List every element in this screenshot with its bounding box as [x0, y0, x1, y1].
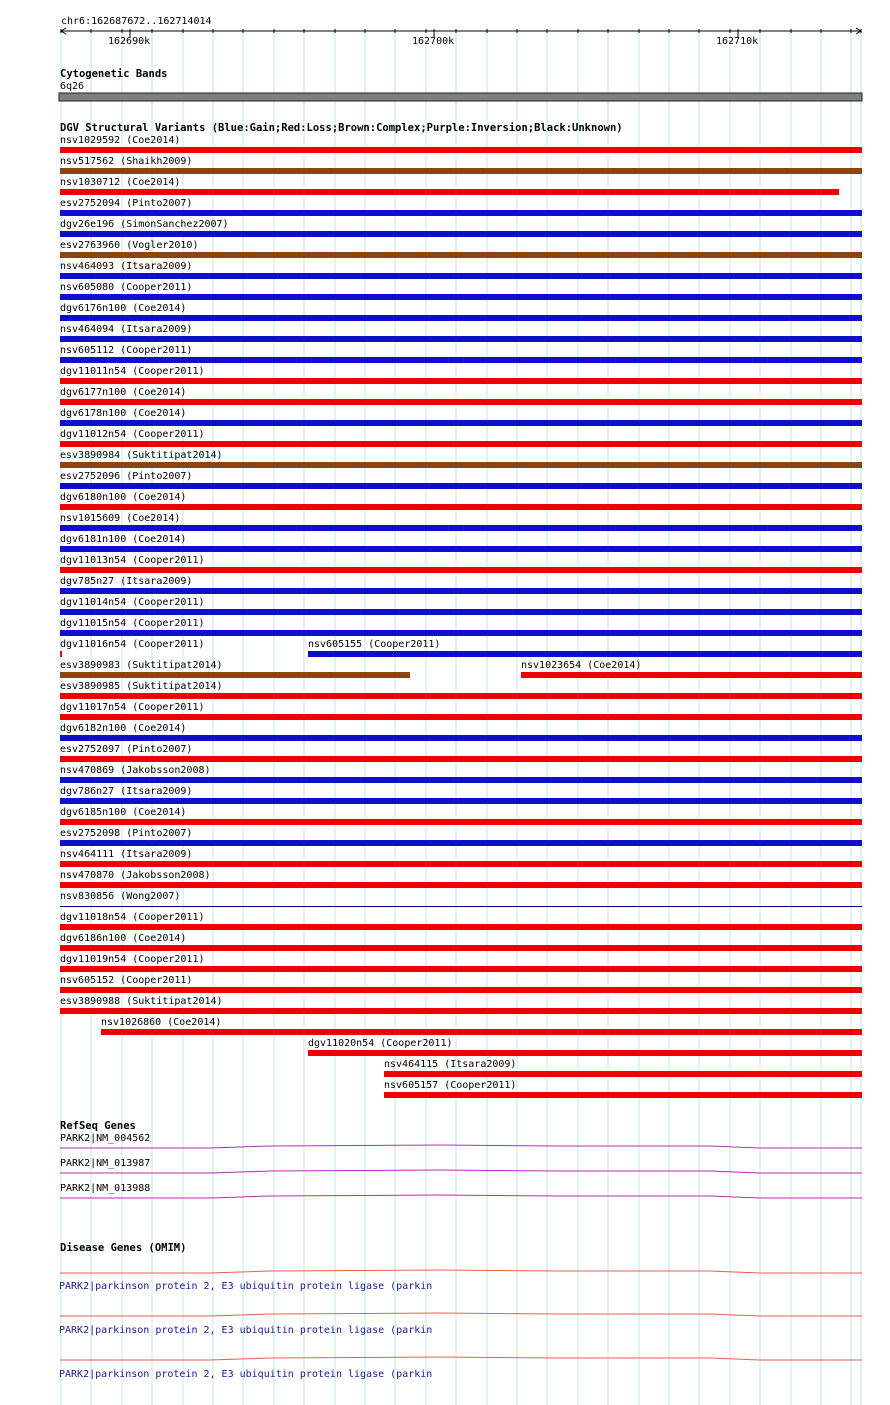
- omim-gene[interactable]: [59, 1313, 862, 1336]
- dgv-variant[interactable]: [60, 492, 862, 510]
- dgv-variant-label: dgv11013n54 (Cooper2011): [60, 555, 205, 566]
- dgv-variant-label: nsv470869 (Jakobsson2008): [60, 765, 211, 776]
- dgv-variant-label: esv3890985 (Suktitipat2014): [60, 681, 223, 692]
- dgv-variant[interactable]: [60, 891, 862, 907]
- dgv-variant[interactable]: [60, 156, 862, 174]
- dgv-variant[interactable]: [60, 555, 862, 573]
- dgv-variant-bar[interactable]: [60, 567, 862, 573]
- dgv-variant[interactable]: [60, 996, 862, 1014]
- dgv-variant-label: nsv605152 (Cooper2011): [60, 975, 193, 986]
- dgv-variant-label: dgv6177n100 (Coe2014): [60, 387, 187, 398]
- dgv-variant[interactable]: [384, 1059, 862, 1077]
- omim-track: [59, 1242, 862, 1380]
- dgv-variant-label: nsv1030712 (Coe2014): [60, 177, 181, 188]
- dgv-variant-label: dgv6176n100 (Coe2014): [60, 303, 187, 314]
- dgv-variant-label: dgv11020n54 (Cooper2011): [308, 1038, 453, 1049]
- dgv-variant-bar[interactable]: [60, 777, 862, 783]
- dgv-variant-label: nsv1029592 (Coe2014): [60, 135, 181, 146]
- dgv-variant[interactable]: [60, 807, 862, 825]
- refseq-gene-model[interactable]: [60, 1195, 862, 1198]
- dgv-variant-bar[interactable]: [60, 399, 862, 405]
- dgv-variant[interactable]: [60, 933, 862, 951]
- dgv-variant-label: dgv6182n100 (Coe2014): [60, 723, 187, 734]
- dgv-variant-label: esv2752097 (Pinto2007): [60, 744, 193, 755]
- dgv-variant[interactable]: [60, 912, 862, 930]
- dgv-variant-bar[interactable]: [60, 945, 862, 951]
- dgv-variant-label: dgv6181n100 (Coe2014): [60, 534, 187, 545]
- dgv-variant-bar[interactable]: [60, 483, 862, 489]
- dgv-variant-label: nsv464111 (Itsara2009): [60, 849, 193, 860]
- dgv-variant-bar[interactable]: [60, 651, 62, 657]
- omim-gene-label[interactable]: PARK2|parkinson protein 2, E3 ubiquitin protein ligase (parkin: [59, 1281, 433, 1292]
- dgv-variant-bar[interactable]: [60, 693, 862, 699]
- dgv-variant[interactable]: [60, 849, 862, 867]
- dgv-variant-bar[interactable]: [60, 315, 862, 321]
- dgv-variant-label: esv2752094 (Pinto2007): [60, 198, 193, 209]
- dgv-variant[interactable]: [60, 534, 862, 552]
- dgv-variant[interactable]: [60, 282, 862, 300]
- dgv-variant[interactable]: [60, 954, 862, 972]
- dgv-variant-label: dgv11017n54 (Cooper2011): [60, 702, 205, 713]
- refseq-track-title: RefSeq Genes: [60, 1120, 136, 1132]
- omim-gene[interactable]: [59, 1357, 862, 1380]
- dgv-variant-label: esv2752096 (Pinto2007): [60, 471, 193, 482]
- dgv-variant-label: nsv464094 (Itsara2009): [60, 324, 193, 335]
- dgv-variant-label: dgv6178n100 (Coe2014): [60, 408, 187, 419]
- dgv-variant[interactable]: [60, 681, 862, 699]
- dgv-variant-label: nsv830856 (Wong2007): [60, 891, 181, 902]
- dgv-variant-bar[interactable]: [60, 882, 862, 888]
- dgv-variant-bar[interactable]: [60, 378, 862, 384]
- omim-gene-model[interactable]: [60, 1357, 862, 1360]
- dgv-variant-bar[interactable]: [60, 588, 862, 594]
- dgv-variant[interactable]: [60, 135, 862, 153]
- dgv-variant-label: dgv11016n54 (Cooper2011): [60, 639, 205, 650]
- ruler: [61, 16, 861, 47]
- dgv-variant-label: esv3890988 (Suktitipat2014): [60, 996, 223, 1007]
- dgv-variant[interactable]: [60, 702, 862, 720]
- dgv-variant-label: dgv11015n54 (Cooper2011): [60, 618, 205, 629]
- dgv-variant-bar[interactable]: [60, 273, 862, 279]
- dgv-variant-bar[interactable]: [60, 210, 862, 216]
- dgv-variant[interactable]: [60, 765, 862, 783]
- dgv-variant-bar[interactable]: [60, 672, 410, 678]
- dgv-variant[interactable]: [60, 177, 839, 195]
- omim-track-title: Disease Genes (OMIM): [60, 1242, 187, 1254]
- dgv-variant-bar[interactable]: [60, 147, 862, 153]
- dgv-variant[interactable]: [60, 303, 862, 321]
- dgv-variant[interactable]: [60, 366, 862, 384]
- cytoband-bar[interactable]: [59, 93, 862, 101]
- dgv-variant-label: dgv11019n54 (Cooper2011): [60, 954, 205, 965]
- dgv-variant-bar[interactable]: [60, 861, 862, 867]
- dgv-variant[interactable]: [60, 450, 862, 468]
- dgv-track: [60, 122, 862, 1098]
- dgv-variant-label: dgv6186n100 (Coe2014): [60, 933, 187, 944]
- dgv-variant-bar[interactable]: [60, 546, 862, 552]
- dgv-variant[interactable]: [60, 198, 862, 216]
- dgv-variant-label: nsv1015609 (Coe2014): [60, 513, 181, 524]
- refseq-gene-model[interactable]: [60, 1170, 862, 1173]
- refseq-gene-label: PARK2|NM_004562: [60, 1133, 151, 1144]
- dgv-features: [60, 135, 862, 1098]
- dgv-variant-bar[interactable]: [60, 441, 862, 447]
- dgv-variant[interactable]: [60, 261, 862, 279]
- dgv-variant[interactable]: [60, 324, 862, 342]
- dgv-variant-bar[interactable]: [60, 189, 839, 195]
- tick-label-162690k: 162690k: [108, 36, 151, 47]
- omim-gene-label[interactable]: PARK2|parkinson protein 2, E3 ubiquitin protein ligase (parkin: [59, 1369, 433, 1380]
- dgv-variant-bar[interactable]: [60, 756, 862, 762]
- dgv-variant-label: nsv605112 (Cooper2011): [60, 345, 193, 356]
- dgv-variant-bar[interactable]: [60, 735, 862, 741]
- dgv-variant-label: dgv11018n54 (Cooper2011): [60, 912, 205, 923]
- dgv-variant[interactable]: [60, 429, 862, 447]
- region-label: chr6:162687672..162714014: [61, 16, 212, 27]
- dgv-variant-label: esv2763960 (Vogler2010): [60, 240, 199, 251]
- dgv-variant[interactable]: [60, 387, 862, 405]
- dgv-variant[interactable]: [384, 1080, 862, 1098]
- dgv-variant[interactable]: [60, 471, 862, 489]
- dgv-variant-bar[interactable]: [384, 1092, 862, 1098]
- omim-gene-model[interactable]: [60, 1270, 862, 1273]
- dgv-variant-bar[interactable]: [521, 672, 862, 678]
- dgv-variant-bar[interactable]: [60, 462, 862, 468]
- dgv-variant[interactable]: [101, 1017, 862, 1035]
- dgv-variant[interactable]: [60, 576, 862, 594]
- dgv-variant-bar[interactable]: [60, 924, 862, 930]
- dgv-variant-bar[interactable]: [60, 252, 862, 258]
- dgv-variant[interactable]: [60, 828, 862, 846]
- dgv-variant-bar[interactable]: [60, 966, 862, 972]
- dgv-variant-bar[interactable]: [60, 714, 862, 720]
- dgv-variant[interactable]: [60, 975, 862, 993]
- dgv-variant-bar[interactable]: [384, 1071, 862, 1077]
- dgv-variant[interactable]: [60, 345, 862, 363]
- dgv-variant-label: dgv11014n54 (Cooper2011): [60, 597, 205, 608]
- dgv-variant-label: dgv6185n100 (Coe2014): [60, 807, 187, 818]
- dgv-variant-label: dgv26e196 (SimonSanchez2007): [60, 219, 229, 230]
- dgv-variant[interactable]: [60, 408, 862, 426]
- dgv-variant[interactable]: [60, 219, 862, 237]
- refseq-gene[interactable]: [60, 1183, 862, 1198]
- dgv-variant-bar[interactable]: [60, 231, 862, 237]
- dgv-variant[interactable]: [60, 597, 862, 615]
- dgv-variant-label: dgv11012n54 (Cooper2011): [60, 429, 205, 440]
- cytoband-track-title: Cytogenetic Bands: [60, 68, 168, 80]
- dgv-variant-bar[interactable]: [60, 1008, 862, 1014]
- dgv-variant-label: nsv605157 (Cooper2011): [384, 1080, 517, 1091]
- dgv-variant-label: esv3890984 (Suktitipat2014): [60, 450, 223, 461]
- omim-gene-model[interactable]: [60, 1313, 862, 1316]
- dgv-variant-label: esv2752098 (Pinto2007): [60, 828, 193, 839]
- dgv-variant-bar[interactable]: [60, 336, 862, 342]
- dgv-variant[interactable]: [60, 723, 862, 741]
- dgv-variant-label: nsv470870 (Jakobsson2008): [60, 870, 211, 881]
- dgv-variant[interactable]: [60, 618, 862, 636]
- dgv-variant-bar[interactable]: [60, 630, 862, 636]
- dgv-variant-label: dgv11011n54 (Cooper2011): [60, 366, 205, 377]
- dgv-variant-bar[interactable]: [101, 1029, 862, 1035]
- refseq-features: [60, 1133, 862, 1198]
- dgv-variant-bar[interactable]: [60, 357, 862, 363]
- dgv-variant-bar[interactable]: [60, 294, 862, 300]
- refseq-gene-label: PARK2|NM_013987: [60, 1158, 151, 1169]
- tick-label-162710k: 162710k: [716, 36, 759, 47]
- dgv-variant[interactable]: [60, 786, 862, 804]
- omim-gene[interactable]: [59, 1270, 862, 1292]
- cytoband-label: 6q26: [60, 81, 85, 92]
- dgv-variant[interactable]: [521, 660, 862, 678]
- dgv-variant[interactable]: [308, 639, 862, 657]
- dgv-variant-bar[interactable]: [60, 168, 862, 174]
- dgv-variant-bar[interactable]: [60, 525, 862, 531]
- dgv-variant-label: nsv605155 (Cooper2011): [308, 639, 441, 650]
- dgv-variant-bar[interactable]: [308, 651, 862, 657]
- dgv-variant[interactable]: [60, 660, 410, 678]
- dgv-variant[interactable]: [60, 744, 862, 762]
- dgv-variant-label: nsv605080 (Cooper2011): [60, 282, 193, 293]
- dgv-variant-label: nsv1023654 (Coe2014): [521, 660, 642, 671]
- cytoband-track: [59, 68, 862, 101]
- dgv-variant-bar[interactable]: [60, 504, 862, 510]
- dgv-variant-label: nsv1026860 (Coe2014): [101, 1017, 222, 1028]
- omim-gene-label[interactable]: PARK2|parkinson protein 2, E3 ubiquitin protein ligase (parkin: [59, 1325, 433, 1336]
- dgv-variant-label: dgv786n27 (Itsara2009): [60, 786, 193, 797]
- dgv-variant-label: nsv517562 (Shaikh2009): [60, 156, 193, 167]
- dgv-variant[interactable]: [60, 240, 862, 258]
- dgv-variant-bar[interactable]: [60, 987, 862, 993]
- refseq-gene-model[interactable]: [60, 1145, 862, 1148]
- dgv-variant-label: dgv6180n100 (Coe2014): [60, 492, 187, 503]
- dgv-track-title: DGV Structural Variants (Blue:Gain;Red:Loss;Brown:Complex;Purple:Inversion;Black:Unknown): [60, 122, 623, 134]
- refseq-gene[interactable]: [60, 1158, 862, 1173]
- dgv-variant-bar[interactable]: [308, 1050, 862, 1056]
- dgv-variant-label: esv3890983 (Suktitipat2014): [60, 660, 223, 671]
- dgv-variant-bar[interactable]: [60, 840, 862, 846]
- dgv-variant[interactable]: [308, 1038, 862, 1056]
- dgv-variant-bar[interactable]: [60, 609, 862, 615]
- omim-features: [59, 1270, 862, 1380]
- refseq-gene[interactable]: [60, 1133, 862, 1148]
- dgv-variant-bar[interactable]: [60, 798, 862, 804]
- dgv-variant-label: nsv464115 (Itsara2009): [384, 1059, 517, 1070]
- dgv-variant[interactable]: [60, 870, 862, 888]
- refseq-track: [60, 1120, 862, 1198]
- tick-label-162700k: 162700k: [412, 36, 455, 47]
- dgv-variant[interactable]: [60, 513, 862, 531]
- refseq-gene-label: PARK2|NM_013988: [60, 1183, 151, 1194]
- dgv-variant-bar[interactable]: [60, 819, 862, 825]
- dgv-variant-bar[interactable]: [60, 420, 862, 426]
- dgv-variant-label: nsv464093 (Itsara2009): [60, 261, 193, 272]
- dgv-variant-label: dgv785n27 (Itsara2009): [60, 576, 193, 587]
